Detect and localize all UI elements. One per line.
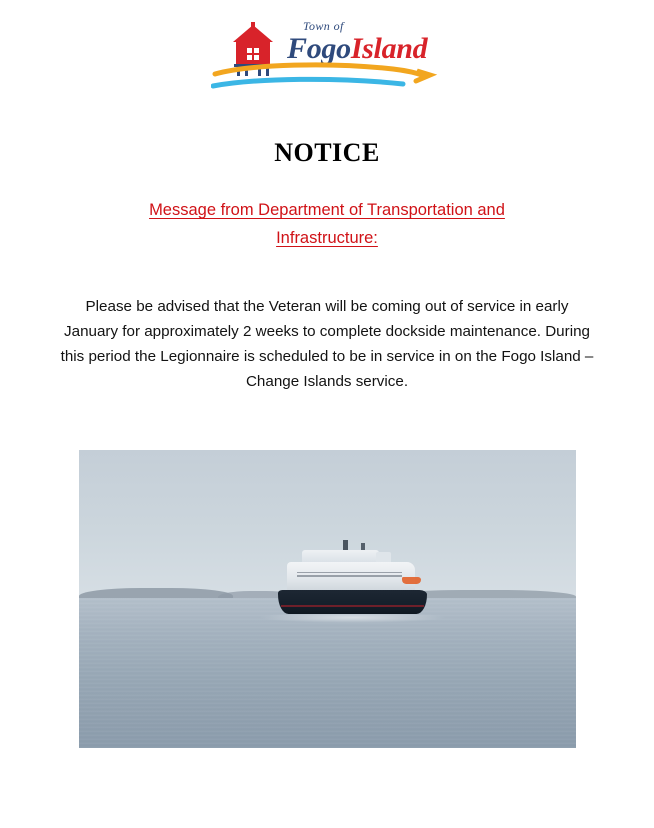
subheading-line-1: Message from Department of Transportation and: [149, 201, 505, 219]
ferry-photo-image: [79, 450, 576, 748]
ferry-deck-line-1: [297, 575, 402, 576]
photo-wake: [258, 612, 447, 622]
ferry-lifeboat: [402, 577, 421, 583]
logo-header: [0, 0, 654, 92]
body-paragraph: Please be advised that the Veteran will be coming out of service in early January for approximately 2 weeks to complete dockside maintenance. During this period the Legionnaire is scheduled to be in service in on the Fogo Island – Change Islands service.: [60, 298, 594, 390]
ferry-hull: [278, 590, 427, 614]
subheading-line-2: Infrastructure:: [276, 229, 378, 247]
logo-name: [287, 33, 447, 64]
logo-name-fogo: Fogo: [287, 32, 351, 65]
town-of-fogo-island-logo: [211, 18, 443, 94]
ferry-hull-stripe: [281, 605, 424, 607]
swoosh-icon: [211, 62, 443, 96]
logo-town-label: Town of: [303, 19, 344, 33]
ferry-photo: [79, 450, 576, 748]
ferry-deck-line-2: [297, 572, 402, 573]
subheading: [92, 196, 562, 252]
logo-wordmark: [287, 20, 447, 64]
page-title: NOTICE: [274, 138, 380, 167]
photo-ferry-vessel: [278, 542, 427, 614]
ferry-superstructure: [287, 562, 415, 591]
logo-name-island: Island: [350, 32, 428, 65]
